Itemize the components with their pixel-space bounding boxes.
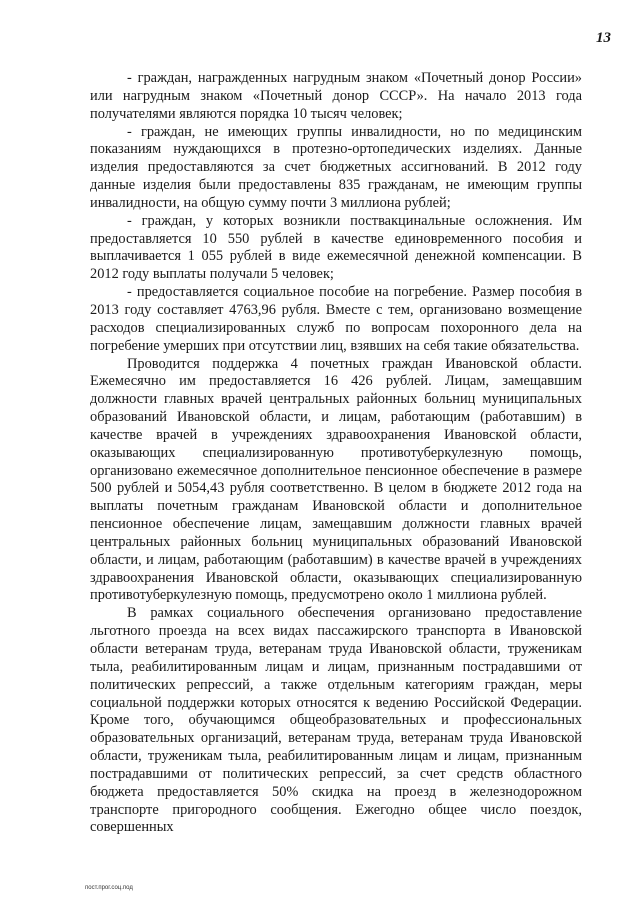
paragraph-burial-allowance: - предоставляется социальное пособие на погребение. Размер пособия в 2013 году составляет 4763,96 рубля. Вместе с тем, организовано возмещение расходов специализированных служб по вопросам похоронного дела на погребение умерших при отсутствии лиц, взявших на себя такие обязательства.: [90, 284, 582, 354]
paragraph-honorary-citizens: Проводится поддержка 4 почетных граждан Ивановской области. Ежемесячно им предоставляется 16 426 рублей. Лицам, замещавшим должности главных врачей центральных районных больниц муниципальных образований Ивановской области, и лицам, работающим (работавшим) в качестве врачей в учреждениях здравоохранения Ивановской области, оказывающих специализированную противотуберкулезную помощь, организовано ежемесячное дополнительное пенсионное обеспечение в размере 500 рублей и 5054,43 рубля соответственно. В целом в бюджете 2012 года на выплаты почетным гражданам Ивановской области и дополнительное пенсионное обеспечение лицам, замещавшим должности главных врачей центральных районных больниц муниципальных образований Ивановской области, и лицам, работающим (работавшим) в качестве врачей в учреждениях здравоохранения Ивановской области, оказывающих специализированную противотуберкулезную помощь, предусмотрено около 1 миллиона рублей.: [90, 355, 582, 604]
paragraph-travel-benefits: В рамках социального обеспечения организовано предоставление льготного проезда на всех видах пассажирского транспорта в Ивановской области ветеранам труда, ветеранам труда Ивановской области, труженикам тыла, реабилитированным лицам и лицам, признанным пострадавшими от политических репрессий, а также отдельным категориям граждан, меры социальной поддержки которых относятся к ведению Российской Федерации. Кроме того, обучающимся общеобразовательных и профессиональных образовательных организаций, ветеранам труда, ветеранам труда Ивановской области, труженикам тыла, реабилитированным лицам и лицам, признанным пострадавшими от политических репрессий, за счет средств областного бюджета предоставляется 50% скидка на проезд в железнодорожном транспорте пригородного сообщения. Ежегодно общее число поездок, совершенных: [90, 605, 582, 836]
footer-file-code: пост.прог.соц.под: [85, 885, 133, 891]
paragraph-donor-badge: - граждан, награжденных нагрудным знаком «Почетный донор России» или нагрудным знаком «Почетный донор СССР». На начало 2013 года получателями являются порядка 10 тысяч человек;: [90, 70, 582, 122]
paragraph-vaccination-complications: - граждан, у которых возникли поствакцинальные осложнения. Им предоставляется 10 550 рублей в качестве единовременного пособия и выплачивается 1 055 рублей в виде ежемесячной денежной компенсации. В 2012 году выплаты получали 5 человек;: [90, 212, 582, 283]
page-number: 13: [596, 30, 611, 46]
document-body: [90, 70, 582, 837]
paragraph-orthopedic-products: - граждан, не имеющих группы инвалидности, но по медицинским показаниям нуждающихся в протезно-ортопедических изделиях. Данные изделия предоставляются за счет бюджетных ассигнований. В 2012 году данные изделия были предоставлены 835 гражданам, не имеющим группы инвалидности, на общую сумму почти 3 миллиона рублей;: [90, 123, 582, 211]
